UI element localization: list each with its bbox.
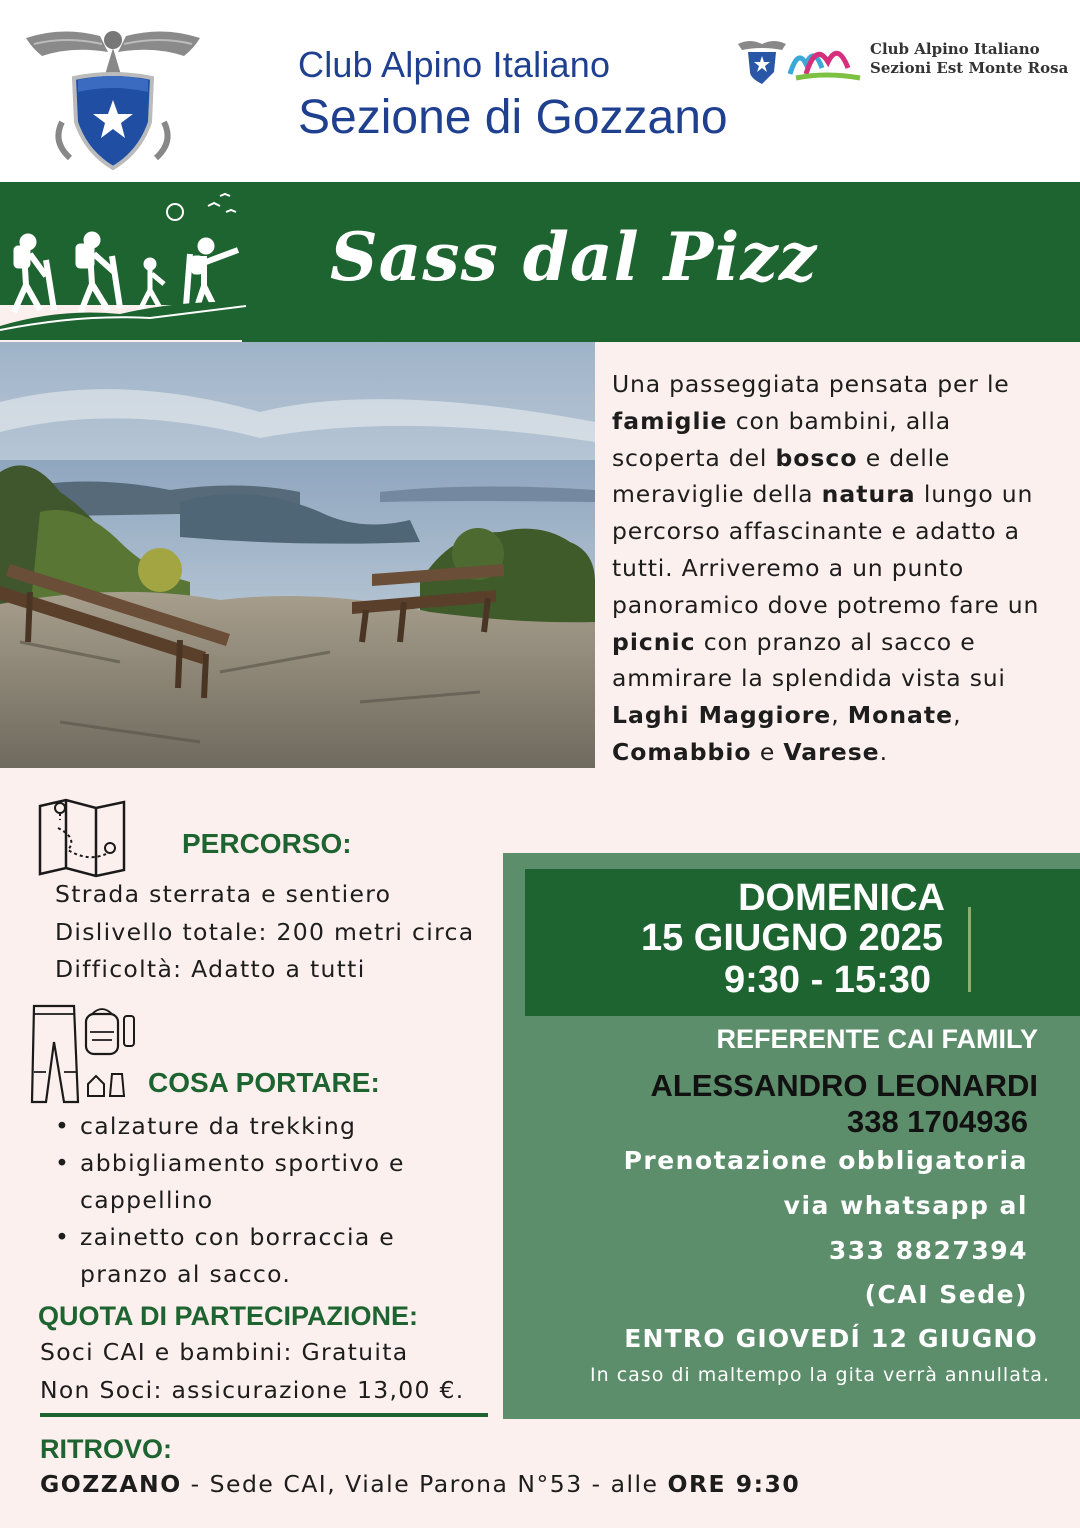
event-hours: 9:30 - 15:30 bbox=[723, 959, 931, 1001]
event-title: Sass dal Pizz bbox=[330, 218, 818, 296]
description-text: . bbox=[879, 737, 888, 766]
date-box bbox=[525, 869, 1080, 1016]
ritrovo-address: - Sede CAI, Viale Parona N°53 - alle bbox=[181, 1470, 668, 1498]
description-text: , bbox=[953, 701, 962, 730]
cosa-portare-heading: COSA PORTARE: bbox=[148, 1067, 380, 1098]
referente-title: REFERENTE CAI FAMILY bbox=[716, 1024, 1038, 1054]
hikers-icon bbox=[0, 190, 250, 340]
ritrovo-place: GOZZANO bbox=[40, 1470, 182, 1498]
cosa-portare-list bbox=[55, 1108, 455, 1293]
quota-details bbox=[40, 1334, 465, 1409]
description-highlight: Laghi Maggiore bbox=[612, 701, 832, 730]
quota-line: Non Soci: assicurazione 13,00 €. bbox=[40, 1375, 465, 1404]
booking-deadline: ENTRO GIOVEDÍ 12 GIUGNO bbox=[624, 1324, 1038, 1353]
description-text: , bbox=[831, 701, 848, 730]
description-highlight: Comabbio bbox=[612, 737, 752, 766]
description-text: e bbox=[751, 737, 784, 766]
percorso-details bbox=[55, 876, 474, 989]
cai-eagle-shield-icon bbox=[22, 22, 204, 172]
club-name: Club Alpino Italiano bbox=[298, 44, 611, 85]
partner-line-1: Club Alpino Italiano bbox=[870, 40, 1040, 58]
partner-name bbox=[870, 40, 1068, 78]
booking-line: (CAI Sede) bbox=[864, 1280, 1028, 1309]
description-highlight: picnic bbox=[612, 627, 696, 656]
list-item: • zainetto con borraccia e pranzo al sacco. bbox=[55, 1219, 455, 1293]
description-highlight: Monate bbox=[847, 701, 954, 730]
booking-line: via whatsapp al bbox=[783, 1191, 1028, 1220]
referente-name: ALESSANDRO LEONARDI bbox=[650, 1068, 1038, 1103]
percorso-line: Difficoltà: Adatto a tutti bbox=[55, 955, 366, 983]
ritrovo-heading: RITROVO: bbox=[40, 1434, 172, 1464]
header bbox=[0, 0, 1080, 182]
partner-line-2: Sezioni Est Monte Rosa bbox=[870, 59, 1069, 77]
description-text: lungo un percorso affascinante e adatto a tutti. Arriveremo a un punto panoramico dove potremo fare un bbox=[612, 480, 1040, 619]
event-day: DOMENICA bbox=[738, 877, 945, 919]
event-date: 15 GIUGNO 2025 bbox=[640, 917, 943, 959]
list-item: • calzature da trekking bbox=[55, 1108, 455, 1145]
description-text: Una passeggiata pensata per le bbox=[612, 370, 1010, 398]
percorso-line: Dislivello totale: 200 metri circa bbox=[55, 917, 475, 946]
hiking-gear-icon bbox=[28, 1002, 140, 1106]
description-text: e delle meraviglie della bbox=[612, 443, 951, 509]
quota-heading: QUOTA DI PARTECIPAZIONE: bbox=[38, 1301, 418, 1331]
description-highlight: natura bbox=[821, 480, 916, 509]
date-separator bbox=[968, 907, 971, 992]
booking-phone: 333 8827394 bbox=[828, 1236, 1028, 1265]
map-icon bbox=[38, 798, 128, 878]
referente-phone: 338 1704936 bbox=[846, 1104, 1028, 1139]
divider bbox=[40, 1413, 488, 1417]
booking-line: Prenotazione obbligatoria bbox=[623, 1146, 1028, 1175]
event-description bbox=[612, 366, 1062, 771]
ritrovo-time: ORE 9:30 bbox=[667, 1470, 801, 1498]
lake-view-with-benches-image bbox=[0, 342, 595, 768]
description-text: con bambini, alla scoperta del bbox=[612, 406, 951, 472]
ritrovo-details bbox=[40, 1470, 800, 1498]
list-item: • abbigliamento sportivo e cappellino bbox=[55, 1145, 455, 1219]
est-monte-rosa-icon bbox=[736, 34, 864, 86]
quota-line: Soci CAI e bambini: Gratuita bbox=[40, 1338, 409, 1366]
percorso-heading: PERCORSO: bbox=[182, 828, 352, 859]
weather-note: In caso di maltempo la gita verrà annullata. bbox=[590, 1364, 1050, 1386]
description-highlight: Varese bbox=[783, 737, 880, 766]
section-name: Sezione di Gozzano bbox=[298, 91, 728, 144]
description-text: con pranzo al sacco e ammirare la splendida vista sui bbox=[612, 627, 1006, 693]
percorso-line: Strada sterrata e sentiero bbox=[55, 880, 392, 908]
description-highlight: bosco bbox=[775, 443, 858, 472]
description-highlight: famiglie bbox=[612, 406, 728, 435]
